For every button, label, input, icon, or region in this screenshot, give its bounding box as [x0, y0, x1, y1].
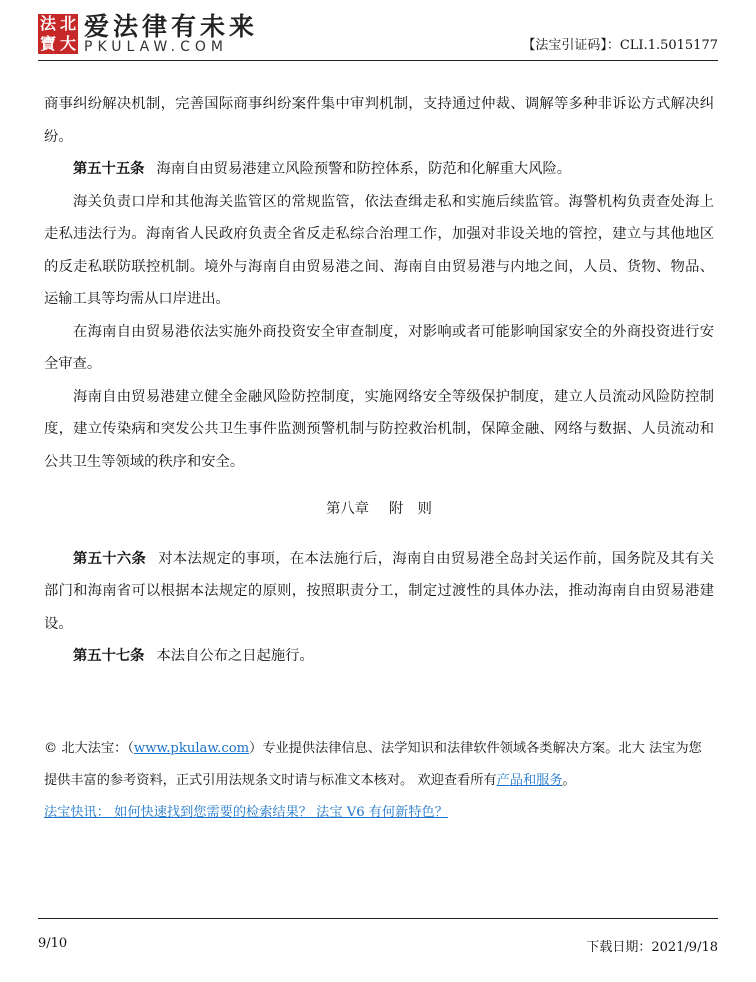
paragraph: 在海南自由贸易港依法实施外商投资安全审查制度，对影响或者可能影响国家安全的外商投资进行安全审查。 — [44, 323, 714, 372]
chapter-number: 第八章 — [326, 501, 369, 517]
article-title: 第五十五条 — [73, 161, 145, 177]
brand-slogan: 爱法律有未来 — [84, 12, 259, 41]
citation-value: ：CLI.1.5015177 — [606, 38, 718, 53]
brand-domain: PKULAW.COM — [84, 39, 228, 55]
paragraph: 海关负责口岸和其他海关监管区的常规监管，依法查缉走私和实施后续监管。海警机构负责查处海上走私违法行为。海南省人民政府负责全省反走私综合治理工作，加强对非设关地的管控，建立与其他地区的反走私联防联控机制。境外与海南自由贸易港之间、海南自由贸易港与内地之间，人员、货物、物品、运输工具等均需从口岸进出。 — [44, 193, 714, 307]
pkulaw-logo[interactable] — [38, 14, 258, 54]
paragraph: 海南自由贸易港建立健全金融风险防控制度，实施网络安全等级保护制度，建立人员流动风险防控制度，建立传染病和突发公共卫生事件监测预警机制与防控救治机制，保障金融、网络与数据、人员流动和公共卫生等领域的秩序和安全。 — [44, 388, 714, 470]
article-55 — [44, 153, 714, 186]
citation-label: 【法宝引证码】 — [522, 38, 607, 53]
paragraph: 商事纠纷解决机制，完善国际商事纠纷案件集中审判机制，支持通过仲裁、调解等多种非诉讼方式解决纠纷。 — [44, 96, 714, 145]
article-title: 第五十六条 — [73, 550, 147, 567]
article-57 — [44, 640, 714, 673]
article-text: 本法自公布之日起施行。 — [156, 648, 314, 664]
header-divider — [38, 60, 718, 61]
page-number: 9/10 — [38, 936, 68, 951]
copyright-note: © 北大法宝：（www.pkulaw.com）专业提供法律信息、法学知识和法律软件领域各类解决方案。北大 法宝为您提供丰富的参考资料，正式引用法规条文时请与标准文本核对。 欢迎查看所有产品和服务。 法宝快讯： 如何快速找到您需要的检索结果？ 法宝 V6 有何新特色？ — [44, 741, 702, 820]
page-header — [38, 6, 718, 58]
citation-code — [522, 34, 718, 53]
site-link[interactable]: www.pkulaw.com — [133, 741, 250, 756]
products-link[interactable]: 产品和服务 — [496, 773, 563, 788]
download-date: 下载日期：2021/9/18 — [586, 940, 718, 955]
article-title: 第五十七条 — [73, 648, 145, 664]
footer-divider — [38, 918, 718, 919]
chapter-title: 附 则 — [389, 501, 432, 517]
pkulaw-seal-icon: 法 北 寶 大 — [39, 14, 76, 53]
document-body — [44, 88, 714, 673]
tips-link[interactable]: 法宝快讯： 如何快速找到您需要的检索结果？ 法宝 V6 有何新特色？ — [44, 805, 448, 820]
article-56 — [44, 543, 714, 641]
article-text: 海南自由贸易港建立风险预警和防控体系，防范和化解重大风险。 — [156, 161, 572, 177]
article-text: 对本法规定的事项，在本法施行后，海南自由贸易港全岛封关运作前，国务院及其有关部门和海南省可以根据本法规定的原则，按照职责分工，制定过渡性的具体办法，推动海南自由贸易港建设。 — [44, 550, 715, 632]
chapter-heading — [44, 493, 714, 526]
